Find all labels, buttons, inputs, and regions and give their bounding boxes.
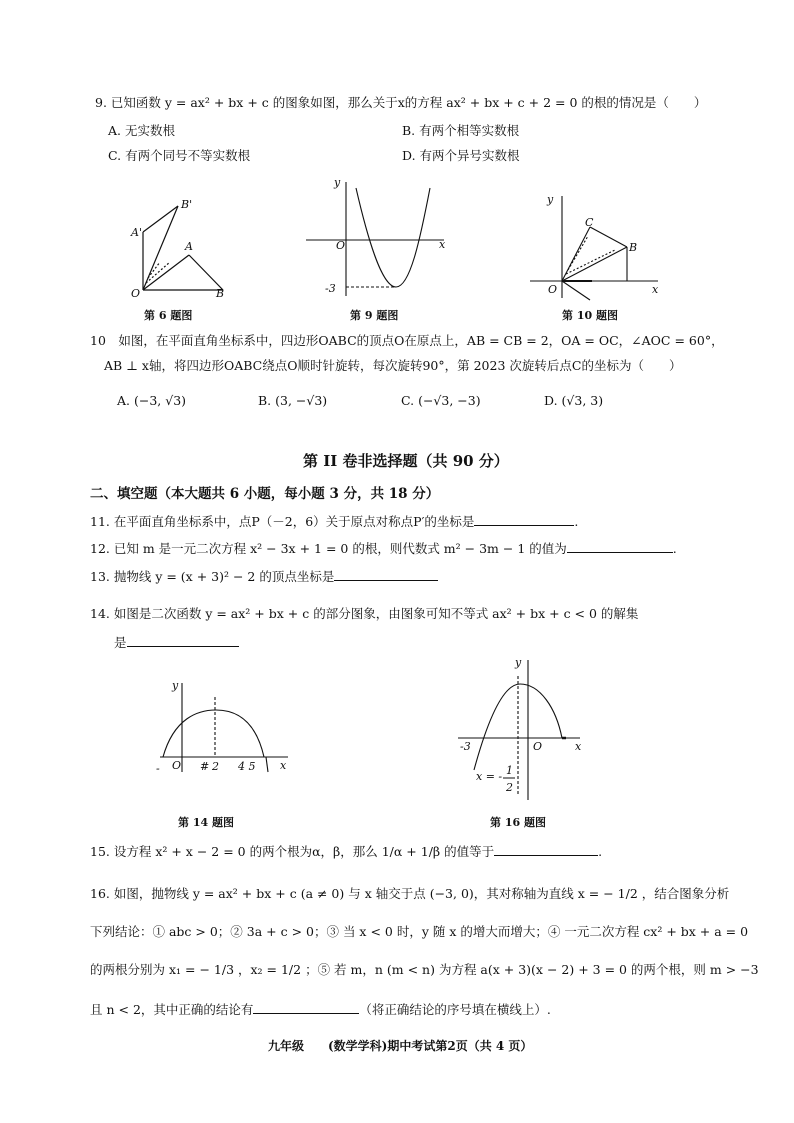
q12-stem: 12. 已知 m 是一元二次方程 x² − 3x + 1 = 0 的根，则代数式 m² − 3m − 1 的值为 bbox=[90, 541, 567, 556]
fig9-caption: 第 9 题图 bbox=[350, 309, 399, 322]
fig6-label-b-prime: B' bbox=[181, 198, 193, 211]
q9-option-d: D. 有两个异号实数根 bbox=[402, 148, 520, 163]
q9-option-c: C. 有两个同号不等实数根 bbox=[108, 148, 251, 163]
q14-line1: 14. 如图是二次函数 y = ax² + bx + c 的部分图象，由图象可知不等式 ax² + bx + c < 0 的解集 bbox=[90, 606, 639, 621]
fig10-label-b: B bbox=[629, 241, 638, 254]
fig10-label-x: x bbox=[652, 283, 659, 296]
q10-line1: 10 如图，在平面直角坐标系中，四边形OABC的顶点O在原点上，AB = CB = 2，OA = OC，∠AOC = 60°， bbox=[90, 333, 724, 348]
q13-stem: 13. 抛物线 y = (x + 3)² − 2 的顶点坐标是 bbox=[90, 569, 335, 584]
q11-end: . bbox=[574, 514, 579, 529]
q12-answer-blank[interactable] bbox=[567, 540, 673, 553]
q10-option-b: B. (3, −√3) bbox=[258, 393, 328, 408]
fig14-label-x: x bbox=[280, 759, 287, 772]
page-footer: 九年级 (数学学科)期中考试第2页（共 4 页） bbox=[268, 1039, 533, 1053]
fig14-caption: 第 14 题图 bbox=[178, 816, 234, 829]
fig14-label-tick1: # bbox=[200, 760, 210, 773]
q15-text bbox=[90, 843, 602, 860]
fig10-caption: 第 10 题图 bbox=[562, 309, 618, 322]
q15-stem: 15. 设方程 x² + x − 2 = 0 的两个根为α，β，那么 1/α + 1/β 的值等于 bbox=[90, 844, 495, 859]
q14-stem-end: 是 bbox=[114, 635, 127, 650]
fig14-label-y: y bbox=[172, 679, 179, 692]
fig14-label-tick2: 2 bbox=[212, 760, 219, 773]
fig6-label-a: A bbox=[185, 240, 193, 253]
section2-heading: 二、填空题（本大题共 6 小题，每小题 3 分，共 18 分） bbox=[90, 486, 440, 502]
q14-answer-blank[interactable] bbox=[127, 634, 239, 647]
q11-answer-blank[interactable] bbox=[474, 513, 574, 526]
q10-option-c: C. (−√3, −3) bbox=[401, 393, 481, 408]
q16-line4-stem: 且 n < 2，其中正确的结论有 bbox=[90, 1002, 254, 1017]
q15-end: . bbox=[598, 844, 603, 859]
fig16-label-x: x bbox=[575, 740, 582, 753]
q15-answer-blank[interactable] bbox=[494, 843, 598, 856]
q16-line4 bbox=[90, 1001, 551, 1018]
fig9-label-x: x bbox=[439, 238, 446, 251]
fig16-label-o: O bbox=[533, 740, 543, 753]
fig14-label-o: O bbox=[172, 759, 182, 772]
fig10-label-o: O bbox=[548, 283, 558, 296]
fig16-label-num: 1 bbox=[506, 764, 513, 777]
q13-answer-blank[interactable] bbox=[334, 568, 438, 581]
q10-line2: AB ⊥ x轴，将四边形OABC绕点O顺时针旋转，每次旋转90°，第 2023 次旋转后点C的坐标为（ ） bbox=[104, 358, 682, 373]
fig14-label-tick45: 4 5 bbox=[238, 760, 256, 773]
fig6-label-b: B bbox=[216, 287, 225, 300]
q11-text bbox=[90, 513, 578, 530]
q12-text bbox=[90, 540, 677, 557]
q10-option-d: D. (√3, 3) bbox=[544, 393, 604, 408]
fig16-label-den: 2 bbox=[506, 781, 513, 794]
fig6-caption: 第 6 题图 bbox=[144, 309, 193, 322]
fig10-label-y: y bbox=[547, 193, 554, 206]
fig16-label-minus3: -3 bbox=[460, 740, 471, 753]
fig9-label-minus3: -3 bbox=[325, 282, 336, 295]
fig16-label-y: y bbox=[515, 656, 522, 669]
fig9-label-y: y bbox=[334, 176, 341, 189]
part2-title: 第 II 卷非选择题（共 90 分） bbox=[303, 452, 509, 470]
fig16-caption: 第 16 题图 bbox=[490, 816, 546, 829]
q16-line1: 16. 如图，抛物线 y = ax² + bx + c (a ≠ 0) 与 x 轴交于点 (−3, 0)，其对称轴为直线 x = − 1/2 ，结合图象分析 bbox=[90, 886, 730, 901]
fig10-label-c: C bbox=[585, 216, 594, 229]
fig6-label-o: O bbox=[131, 287, 141, 300]
q9-option-b: B. 有两个相等实数根 bbox=[402, 123, 520, 138]
fig16-label-axis-eq: x = - bbox=[476, 770, 503, 783]
fig9-label-o: O bbox=[336, 239, 346, 252]
q13-text bbox=[90, 568, 438, 585]
q11-stem: 11. 在平面直角坐标系中，点P（－2，6）关于原点对称点P′的坐标是 bbox=[90, 514, 475, 529]
q16-answer-blank[interactable] bbox=[253, 1001, 359, 1014]
q14-line2 bbox=[114, 634, 239, 651]
q12-end: . bbox=[672, 541, 677, 556]
fig6-label-a-prime: A' bbox=[131, 226, 142, 239]
fig14-label-minus: - bbox=[156, 762, 160, 775]
q9-stem: 9. 已知函数 y = ax² + bx + c 的图象如图，那么关于x的方程 ax² + bx + c + 2 = 0 的根的情况是（ ） bbox=[95, 95, 707, 110]
q10-option-a: A. (−3, √3) bbox=[117, 393, 187, 408]
q16-line3: 的两根分别为 x₁ = − 1/3 ，x₂ = 1/2 ；⑤ 若 m，n (m < n) 为方程 a(x + 3)(x − 2) + 3 = 0 的两个根，则 m > −3 bbox=[90, 962, 759, 977]
q16-line4-end: （将正确结论的序号填在横线上）. bbox=[359, 1002, 551, 1017]
q9-option-a: A. 无实数根 bbox=[108, 123, 175, 138]
q16-line2: 下列结论：① abc > 0；② 3a + c > 0；③ 当 x < 0 时，y 随 x 的增大而增大；④ 一元二次方程 cx² + bx + a = 0 bbox=[90, 924, 749, 939]
